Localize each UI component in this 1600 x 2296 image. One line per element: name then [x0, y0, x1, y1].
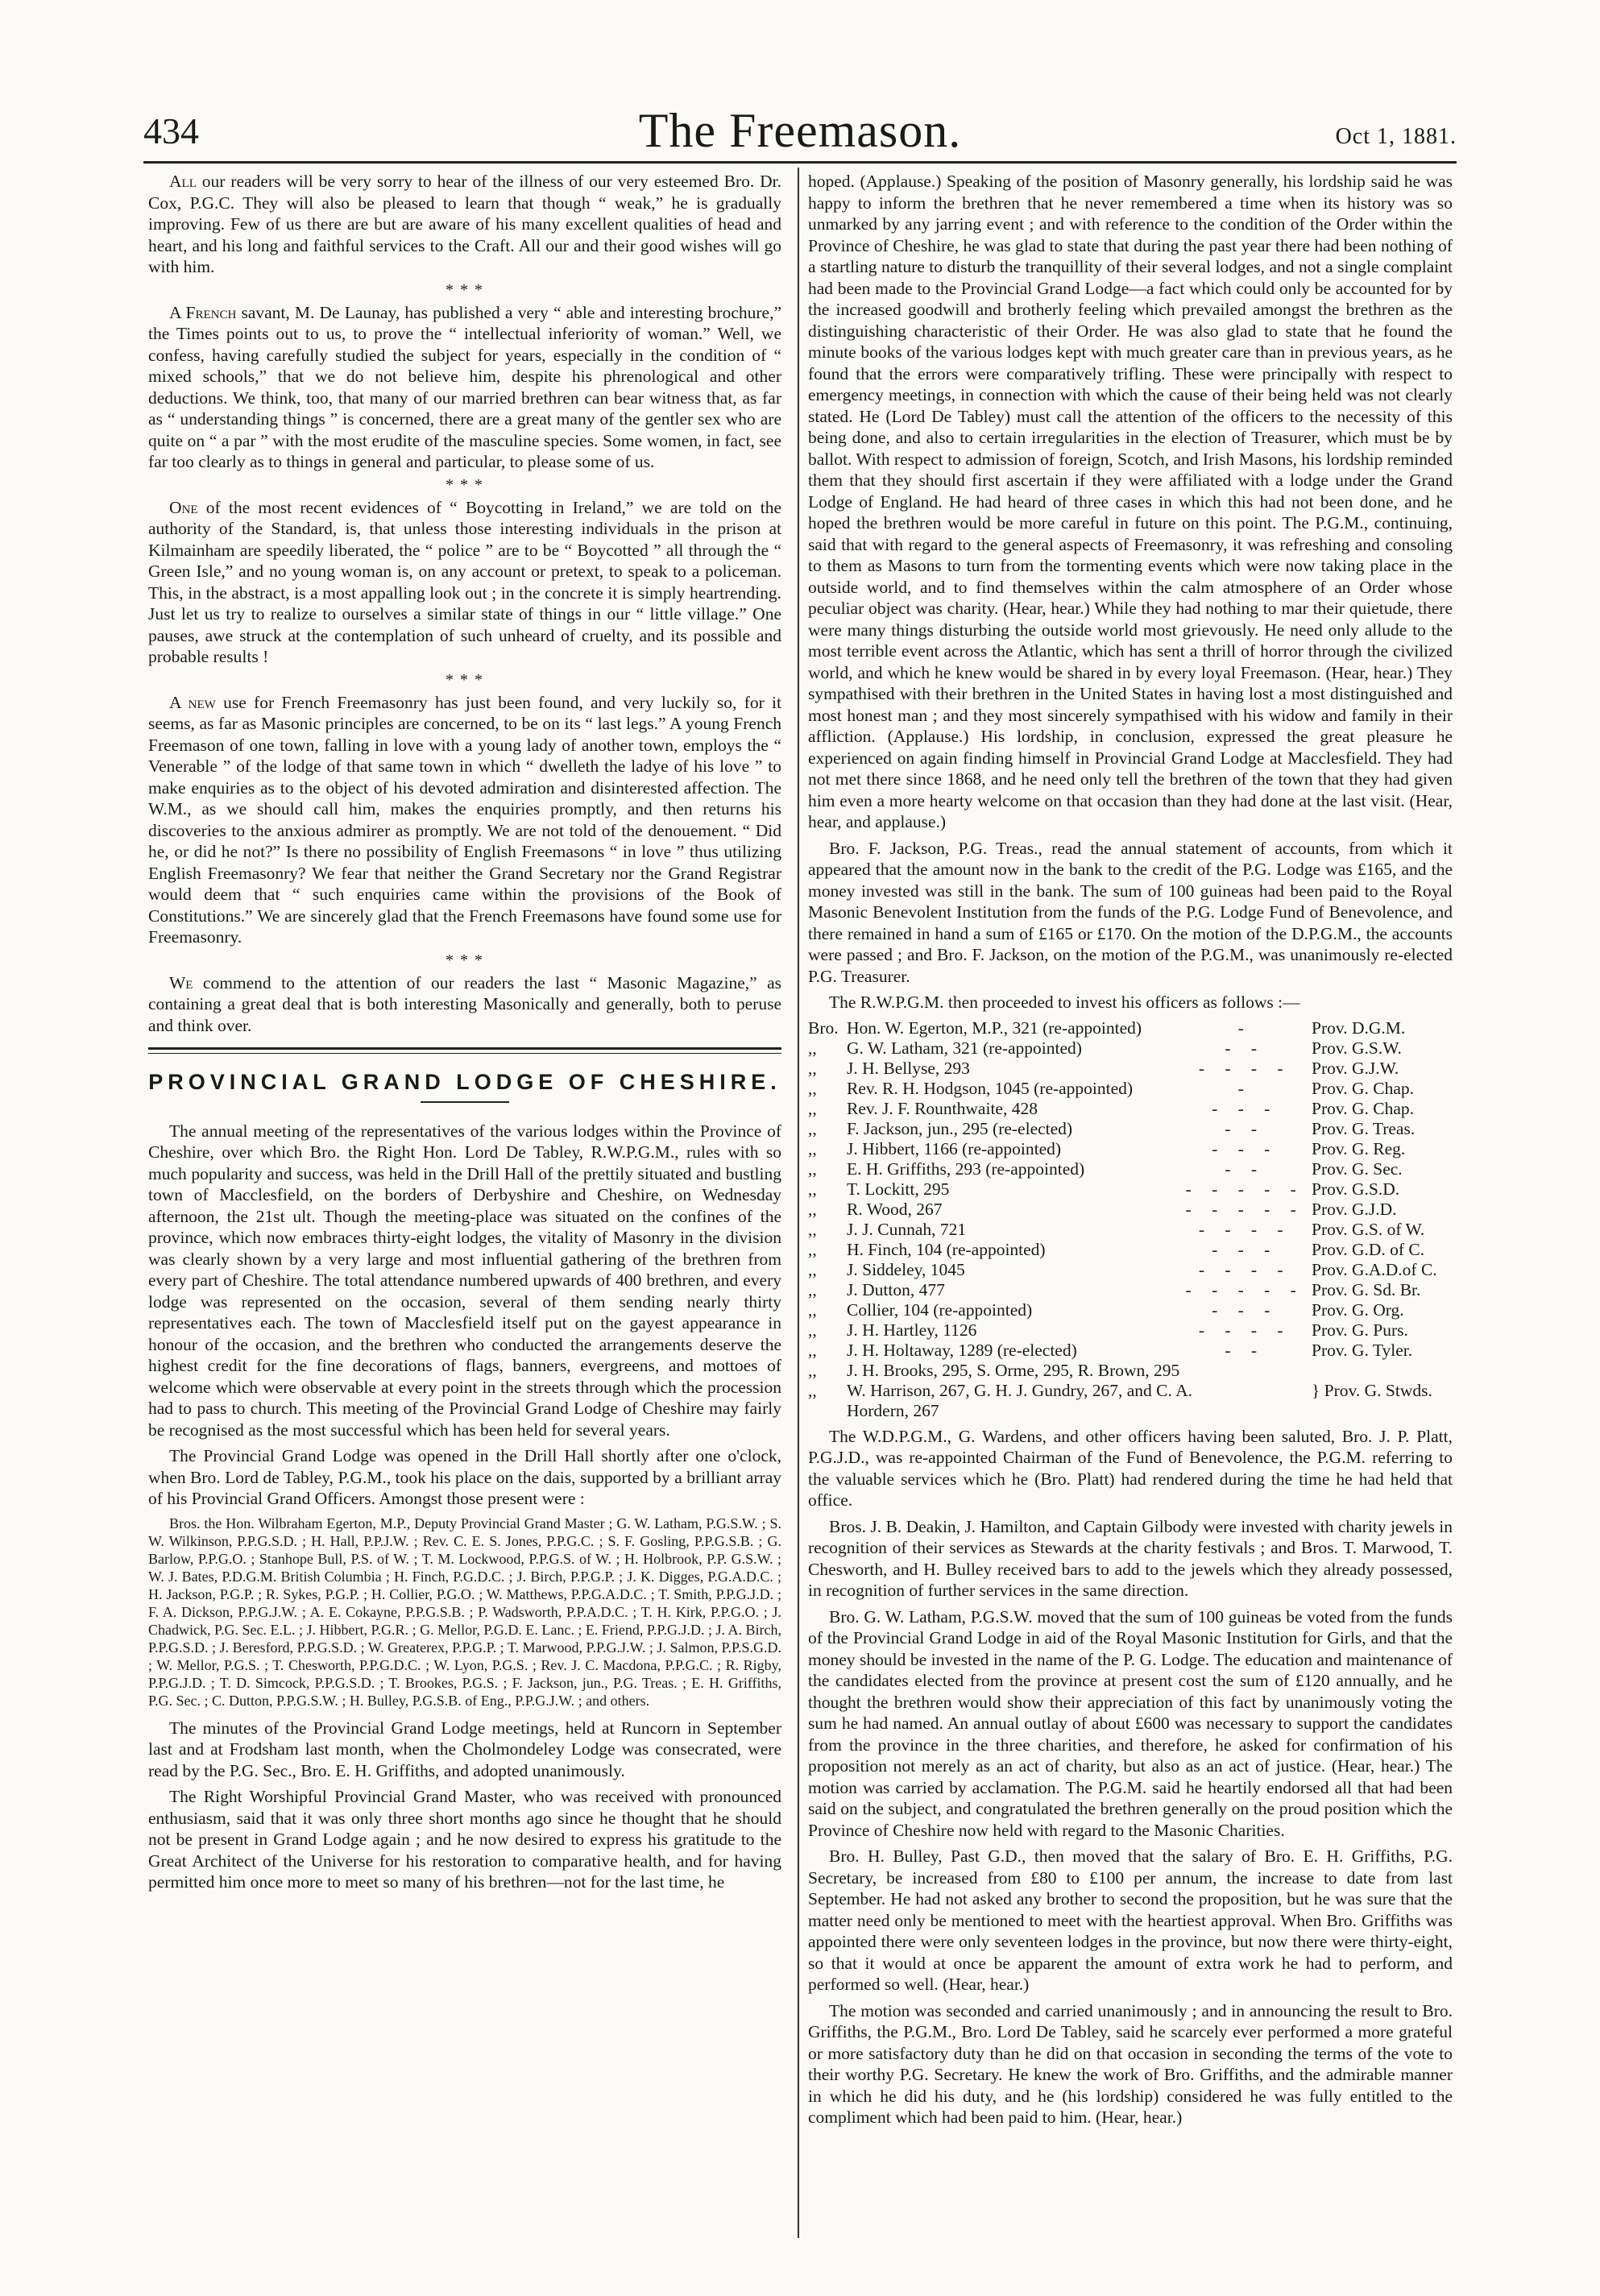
officer-leader: - - - - - [1185, 1279, 1304, 1299]
officer-name: J. J. Cunnah, 721 [847, 1219, 967, 1239]
officer-prefix: ,, [808, 1078, 817, 1098]
section-rule [148, 1047, 781, 1054]
steward-office [1312, 1361, 1453, 1381]
officer-name: E. H. Griffiths, 293 (re-appointed) [847, 1158, 1085, 1179]
steward-name: W. Harrison, 267, G. H. J. Gundry, 267, and C. A. [847, 1380, 1192, 1400]
steward-row [808, 1361, 1453, 1381]
officer-office: Prov. G.S. of W. [1311, 1219, 1425, 1239]
officer-name: Hon. W. Egerton, M.P., 321 (re-appointed) [847, 1017, 1142, 1038]
officer-office: Prov. G. Tyler. [1311, 1340, 1413, 1360]
officer-row [808, 1059, 1453, 1079]
officer-prefix: ,, [808, 1380, 817, 1400]
officer-prefix: ,, [808, 1158, 817, 1179]
officer-office: Prov. G.J.D. [1311, 1199, 1397, 1219]
paragraph-lead: A new [169, 692, 216, 712]
officer-leader: - - - - [1198, 1259, 1291, 1279]
officer-row [808, 1240, 1453, 1260]
officer-name: R. Wood, 267 [847, 1199, 943, 1219]
paragraph: The annual meeting of the representatives of the various lodges within the Province of Cheshire, over which Bro. the Right Hon. Lord De Tabley, R.W.P.G.M., rules with so much popularity and success, was held in the Drill Hall of the prettily situated and bustling town of Macclesfield, on the borders of Derbyshire and Cheshire, on Wednesday afternoon, the 21st ult. Though the meeting-place was situated on the confines of the province, which now embraces thirty-eight lodges, the vitality of Masonry in the division was clearly shown by a very large and most influential gathering of the brethren from every part of Cheshire. The total attendance numbered upwards of 400 brethren, and every lodge was represented on the occasion, several of them sending nearly thirty representatives each. The town of Macclesfield itself put on the gayest appearance in honour of the occasion, and the brethren who conducted the arrangements deserve the highest credit for the fine decorations of flags, banners, evergreens, and mottoes of welcome which were observable at every point in the streets through which the procession had to pass to church. This meeting of the Provincial Grand Lodge of Cheshire may fairly be recognised as the most successful which has been held for several years. [148, 1121, 781, 1440]
officer-leader: - [1237, 1078, 1252, 1098]
column-divider [798, 168, 799, 2238]
officer-row [808, 1320, 1453, 1341]
officer-name: Rev. R. H. Hodgson, 1045 (re-appointed) [847, 1078, 1134, 1098]
paragraph: Bro. G. W. Latham, P.G.S.W. moved that the sum of 100 guineas be voted from the funds of the Provincial Grand Lodge in aid of the Royal Masonic Institution for Girls, and that the money should be invested in the name of the P. G. Lodge. The education and maintenance of the candidates elected from the province at present cost the sum of £120 annually, and he thought the brethren would show their appreciation of this fact by unanimously voting the sum he had named. An annual outlay of about £600 was necessary to support the candidates from the province in the three charities, and therefore, he asked for confirmation of his proposition not merely as an act of charity, but also as an act of justice. (Hear, hear.) The motion was carried by acclamation. The P.G.M. said he heartily endorsed all that had been said on the subject, and congratulated the brethren generally on the proud position which the Province of Cheshire now held with regard to the Masonic Charities. [808, 1606, 1453, 1840]
left-column [148, 171, 781, 1898]
officer-name: J. H. Holtaway, 1289 (re-elected) [847, 1340, 1077, 1360]
officer-prefix: ,, [808, 1098, 817, 1118]
page-header [143, 103, 1457, 161]
officer-office: Prov. G.S.D. [1311, 1179, 1400, 1199]
officer-leader: - - - - [1198, 1219, 1291, 1239]
header-rule [143, 161, 1457, 164]
officer-office: Prov. G. Reg. [1311, 1138, 1406, 1158]
section-heading: PROVINCIAL GRAND LODGE OF CHESHIRE. [148, 1070, 781, 1094]
officer-prefix: ,, [808, 1138, 817, 1158]
officer-row [808, 1179, 1453, 1200]
officer-row [808, 1018, 1453, 1038]
paragraph: Bro. F. Jackson, P.G. Treas., read the annual statement of accounts, from which it appeared that the amount now in the bank to the credit of the P.G. Lodge was £165, and the money invested was still in the bank. The sum of 100 guineas had been paid to the Royal Masonic Benevolent Institution from the funds of the P.G. Lodge Fund of Benevolence, and there remained in hand a sum of £165 or £170. On the motion of the D.P.G.M., the accounts were passed ; and Bro. F. Jackson, on the motion of the P.G.M., was unanimously re-elected P.G. Treasurer. [808, 838, 1453, 986]
paragraph: The minutes of the Provincial Grand Lodge meetings, held at Runcorn in September last and at Frodsham last month, when the Cholmondeley Lodge was consecrated, were read by the P.G. Sec., Bro. E. H. Griffiths, and adopted unanimously. [148, 1718, 781, 1780]
officer-office: Prov. G. Purs. [1311, 1320, 1408, 1340]
steward-row [808, 1381, 1453, 1401]
officer-row [808, 1341, 1453, 1361]
officer-office: Prov. G. Treas. [1311, 1118, 1416, 1138]
steward-row [808, 1401, 1453, 1421]
officer-name: Rev. J. F. Rounthwaite, 428 [847, 1098, 1038, 1118]
officer-prefix: ,, [808, 1259, 817, 1279]
paragraph: The Provincial Grand Lodge was opened in the Drill Hall shortly after one o'clock, when Bro. Lord de Tabley, P.G.M., took his place on the dais, supported by a brilliant array of his Provincial Grand Officers. Amongst those present were : [148, 1446, 781, 1508]
officer-prefix: ,, [808, 1038, 817, 1058]
officer-prefix: ,, [808, 1219, 817, 1239]
officer-row [808, 1220, 1453, 1240]
officer-leader: - - - - [1198, 1058, 1291, 1078]
officer-leader: - - - [1212, 1239, 1279, 1259]
officer-office: Prov. G. Sec. [1311, 1158, 1403, 1179]
officer-leader: - - - - - [1185, 1199, 1304, 1219]
officer-prefix: ,, [808, 1199, 817, 1219]
officer-name: J. Siddeley, 1045 [847, 1259, 965, 1279]
officer-leader: - - [1225, 1158, 1266, 1179]
officer-prefix: ,, [808, 1340, 817, 1360]
steward-name: J. H. Brooks, 295, S. Orme, 295, R. Brown, 295 [847, 1360, 1180, 1380]
asterism: * * * [445, 951, 484, 969]
officer-name: J. Hibbert, 1166 (re-appointed) [847, 1138, 1062, 1158]
masthead-title: The Freemason. [638, 104, 962, 157]
right-column [808, 171, 1453, 2133]
steward-office [1312, 1401, 1453, 1421]
officer-leader: - - - [1212, 1098, 1279, 1118]
officer-office: Prov. G.J.W. [1311, 1058, 1399, 1078]
officer-prefix: ,, [808, 1279, 817, 1299]
paragraph: One of the most recent evidences of “ Boycotting in Ireland,” we are told on the authority of the Standard, is, that unless those interesting individuals in the prison at Kilmainham are speedily liberated, the “ police ” are to be “ Boycotted ” all through the “ Green Isle,” and no young woman is, on any account or pretext, to speak to a policeman. This, in the abstract, is a most appalling look out ; in the concrete it is simply heartrending. Just let us try to realize to ourselves a similar state of things in our “ little village.” One pauses, awe struck at the contemplation of such unheard of cruelty, and its possible and probable results ! [148, 497, 781, 666]
officer-leader: - - - [1212, 1138, 1279, 1158]
officers-table [808, 1018, 1453, 1421]
officer-row [808, 1260, 1453, 1280]
officer-row [808, 1200, 1453, 1220]
asterism: * * * [445, 475, 484, 494]
officer-leader: - [1237, 1017, 1252, 1038]
paragraph: The R.W.P.G.M. then proceeded to invest his officers as follows :— [829, 993, 1300, 1012]
officer-leader: - - - [1212, 1299, 1279, 1320]
officer-row [808, 1099, 1453, 1119]
officer-prefix: ,, [808, 1058, 817, 1078]
officer-name: J. H. Hartley, 1126 [847, 1320, 977, 1340]
officer-leader: - - - - - [1185, 1179, 1304, 1199]
officer-name: J. Dutton, 477 [847, 1279, 945, 1299]
stewards-office: } Prov. G. Stwds. [1311, 1380, 1432, 1400]
officer-row [808, 1038, 1453, 1059]
officer-leader: - - [1225, 1340, 1266, 1360]
officer-row [808, 1079, 1453, 1099]
officer-name: Collier, 104 (re-appointed) [847, 1299, 1033, 1320]
paragraph: The Right Worshipful Provincial Grand Master, who was received with pronounced enthusiasm, said that it was only three short months ago since he thought that he should not be present in Grand Lodge again ; and he now desired to express his gratitude to the Great Architect of the Universe for his restoration to comparative health, and for having permitted him once more to meet so many of his brethren—not for the last time, he [148, 1787, 781, 1892]
officer-row [808, 1139, 1453, 1159]
officer-office: Prov. D.G.M. [1311, 1017, 1406, 1038]
officer-prefix [808, 1401, 847, 1421]
officer-prefix: ,, [808, 1360, 817, 1380]
heading-underline [421, 1101, 509, 1103]
paragraph: All our readers will be very sorry to hear of the illness of our very esteemed Bro. Dr. Cox, P.G.C. They will also be pleased to learn that though “ weak,” he is gradually improving. Few of us there are but are aware of his many excellent qualities of head and heart, and his long and faithful services to the Craft. All our and their good wishes will go with him. [148, 172, 781, 276]
asterism: * * * [445, 280, 484, 299]
officer-prefix: ,, [808, 1320, 817, 1340]
officer-name: H. Finch, 104 (re-appointed) [847, 1239, 1046, 1259]
officer-prefix: ,, [808, 1299, 817, 1320]
officer-office: Prov. G. Chap. [1311, 1078, 1414, 1098]
officer-office: Prov. G.D. of C. [1311, 1239, 1425, 1259]
paragraph-lead: All [169, 172, 197, 191]
paragraph: The W.D.P.G.M., G. Wardens, and other officers having been saluted, Bro. J. P. Platt, P.G.J.D., was re-appointed Chairman of the Fund of Benevolence, the P.G.M. referring to the valuable services which he (Bro. Platt) had rendered during the time he had held that office. [808, 1426, 1453, 1510]
paragraph: The motion was seconded and carried unanimously ; and in announcing the result to Bro. Griffiths, the P.G.M., Bro. Lord De Tabley, said he scarcely ever performed a more grateful or more satisfactory duty than he did on that occasion in seconding the terms of the vote to their worthy P.G. Secretary. He knew the work of Bro. Griffiths, and the admirable manner in which he did his duty, and he (his lordship) considered he was fully entitled to the compliment which had been paid to him. (Hear, hear.) [808, 2000, 1453, 2127]
paragraph: A new use for French Freemasonry has just been found, and very luckily so, for it seems, as far as Masonic principles are concerned, to be on its “ last legs.” A young French Freemason of one town, falling in love with a young lady of another town, employs the “ Venerable ” of the lodge of that same town in which “ dwelleth the ladye of his love ” to make enquiries as to the object of his devoted admiration and disinterested affection. The W.M., as we should call him, makes the enquiries promptly, and then returns his discoveries to the anxious admirer as promptly. We are not told of the denouement. “ Did he, or did he not?” Is there no possibility of English Freemasons “ in love ” thus utilizing English Freemasonry? We fear that neither the Grand Secretary nor the Grand Registrar would deem that “ such enquiries came within the provisions of the Book of Constitutions.” We are sincerely glad that the French Freemasons have found some use for Freemasonry. [148, 692, 781, 947]
paragraph: hoped. (Applause.) Speaking of the position of Masonry generally, his lordship said he was happy to inform the brethren that he never remembered a time when its history was so unmarked by any jarring event ; and with reference to the condition of the Order within the Province of Cheshire, he was glad to state that during the past year there had been nothing of a startling nature to disturb the tranquillity of their several lodges, and not a single complaint had been made to the Provincial Grand Lodge—a fact which could only be accounted for by the increased goodwill and brotherly feeling which prevailed amongst the brethren as the distinguishing characteristic of their Order. He was also glad to state that he found the minute books of the various lodges kept with much greater care than in previous years, as he found that the errors were comparatively trifling. These were principally with respect to emergency meetings, in connection with which the cause of their being held was not clearly stated. He (Lord De Tabley) must call the attention of the officers to the necessity of this being done, and also to certain irregularities in the election of Treasurer, which must be by ballot. With respect to admission of foreign, Scotch, and Irish Masons, his lordship reminded them that they should first ascertain if they were affiliated with a lodge under the Grand Lodge of England. He had heard of three cases in which this had not been done, and he hoped the brethren would be more careful in future on this point. The P.G.M., continuing, said that with regard to the general aspects of Freemasonry, it was refreshing and consoling to them as Masons to turn from the tormenting events which were now taking place in the outside world, and to find themselves within the calm atmosphere of an Order whose peculiar object was charity. (Hear, hear.) While they had nothing to mar their quietude, there were many things disturbing the outside world most grievously. He need only allude to the most terrible event across the Atlantic, which has sent a thrill of horror through the civilized world, and which he knew would be shared in by every loyal Freemason. (Hear, hear.) They sympathised with their brethren in the United States in having lost a most distinguished and most honest man ; and they most sincerely sympathised with his widow and family in their affliction. (Applause.) His lordship, in conclusion, expressed the great pleasure he experienced on again finding himself in Provincial Grand Lodge at Macclesfield. They had not met there since 1868, and he need only tell the brethren of the town that they had given him even a more hearty welcome on that occasion than they had done at the last visit. (Hear, hear, and applause.) [808, 172, 1453, 831]
officer-prefix: Bro. [808, 1017, 839, 1038]
paragraph-lead: One [169, 497, 198, 517]
officer-leader: - - [1225, 1038, 1266, 1058]
issue-date: Oct 1, 1881. [1335, 124, 1457, 149]
officer-leader: - - [1225, 1118, 1266, 1138]
officer-office: Prov. G. Org. [1311, 1299, 1404, 1320]
officer-name: T. Lockitt, 295 [847, 1179, 950, 1199]
officer-name: G. W. Latham, 321 (re-appointed) [847, 1038, 1082, 1058]
officer-name: F. Jackson, jun., 295 (re-elected) [847, 1118, 1073, 1138]
officer-office: Prov. G.A.D.of C. [1311, 1259, 1437, 1279]
officer-leader: - - - - [1198, 1320, 1291, 1340]
paragraph-lead: A French [169, 302, 237, 322]
officer-name: J. H. Bellyse, 293 [847, 1058, 970, 1078]
officer-prefix: ,, [808, 1239, 817, 1259]
officer-row [808, 1300, 1453, 1320]
officer-office: Prov. G.S.W. [1311, 1038, 1402, 1058]
officer-row [808, 1280, 1453, 1300]
officer-office: Prov. G. Chap. [1311, 1098, 1414, 1118]
paragraph: A French savant, M. De Launay, has published a very “ able and interesting brochure,” the Times points out to us, to prove the “ intellectual inferiority of woman.” Well, we confess, having carefully studied the subject for years, especially in the condition of “ mixed schools,” that we do not believe him, despite his phrenological and other deductions. We think, too, that many of our married brethren can bear witness that, as far as “ understanding things ” is concerned, there are a great many of the gentler sex who are quite on “ a par ” with the most erudite of the masculine species. Some women, in fact, see far too clearly as to things in general and particular, to please some of us. [148, 302, 782, 471]
officer-prefix: ,, [808, 1118, 817, 1138]
page-number: 434 [143, 110, 199, 151]
officer-row [808, 1159, 1453, 1179]
paragraph: We commend to the attention of our readers the last “ Masonic Magazine,” as containing a great deal that is both interesting Masonically and generally, both to peruse and think over. [148, 972, 781, 1035]
paragraph: Bros. J. B. Deakin, J. Hamilton, and Captain Gilbody were invested with charity jewels in recognition of their services as Stewards at the charity festivals ; and Bros. T. Marwood, T. Chesworth, and H. Bulley received bars to add to the jewels which they already possessed, in recognition of further services in the same direction. [808, 1516, 1453, 1600]
asterism: * * * [445, 670, 484, 689]
officer-row [808, 1119, 1453, 1139]
paragraph-lead: We [169, 972, 193, 993]
officer-office: Prov. G. Sd. Br. [1311, 1279, 1421, 1299]
steward-name: Hordern, 267 [847, 1400, 939, 1420]
paragraph: Bro. H. Bulley, Past G.D., then moved that the salary of Bro. E. H. Griffiths, P.G. Secretary, be increased from £80 to £100 per annum, the increase to date from last September. He had not asked any brother to second the proposition, but he was sure that the matter need only be mentioned to meet with the heartiest approval. When Bro. Griffiths was appointed there were only seventeen lodges in the province, but now there were thirty-eight, so that it would at once be apparent the amount of extra work he had to perform, and performed so well. (Hear, hear.) [808, 1846, 1453, 1994]
attendees-list: Bros. the Hon. Wilbraham Egerton, M.P., Deputy Provincial Grand Master ; G. W. Latham, P.G.S.W. ; S. W. Wilkinson, P.P.G.S.D. ; H. Hall, P.P.J.W. ; Rev. C. E. S. Jones, P.P.G.C. ; S. F. Gosling, P.P.G.S.B. ; G. Barlow, P.P.G.O. ; Stanhope Bull, P.S. of W. ; T. M. Lockwood, P.P.G.S. of W. ; H. Holbrook, P.P. G.S.W. ; W. J. Bates, P.D.G.M. British Columbia ; H. Finch, P.G.D.C. ; J. Birch, P.P.G.P. ; J. K. Digges, P.G.A.D.C. ; H. Jackson, P.G.P. ; R. Sykes, P.G.P. ; H. Collier, P.G.O. ; W. Matthews, P.P.G.A.D.C. ; T. Smith, P.P.G.J.D. ; F. A. Dickson, P.P.G.J.W. ; A. E. Cokayne, P.P.G.S.B. ; P. Wadsworth, P.P.A.D.C. ; T. H. Kirk, P.P.G.O. ; J. Chadwick, P.G. Sec. E.L. ; J. Hibbert, P.G.R. ; G. Mellor, P.G.D. E. Lanc. ; E. Friend, P.P.G.J.D. ; J. A. Birch, P.P.G.S.D. ; J. Beresford, P.P.G.S.D. ; W. Greaterex, P.P.G.P. ; T. Marwood, P.P.G.J.W. ; J. Salmon, P.P.S.G.D. ; W. Mellor, P.G.S. ; T. Chesworth, P.P.G.D.C. ; W. Lyon, P.G.S. ; Rev. J. C. Macdona, P.P.G.C. ; R. Rigby, P.P.G.J.D. ; T. D. Simcock, P.P.G.S.D. ; T. Brookes, P.G.S. ; F. Jackson, jun., P.G. Treas. ; E. H. Griffiths, P.G. Sec. ; C. Dutton, P.P.G.S.W. ; H. Bulley, P.G.S.B. of Eng., P.P.G.J.W. ; and others. [148, 1515, 781, 1709]
officer-prefix: ,, [808, 1179, 817, 1199]
